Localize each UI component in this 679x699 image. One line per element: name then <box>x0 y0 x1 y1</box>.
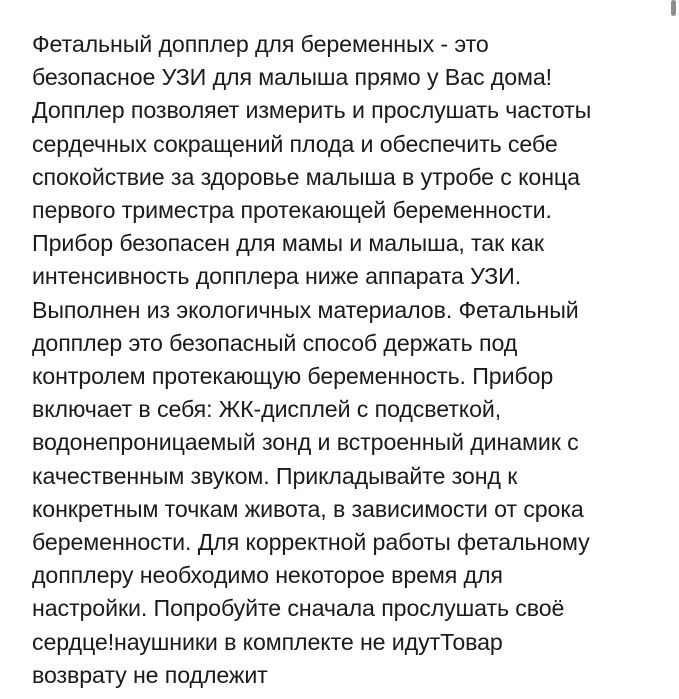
description-line: возврату не подлежит <box>32 661 268 688</box>
description-line: безопасное УЗИ для малыша прямо у Вас дома! <box>32 64 552 91</box>
description-line: допплеру необходимо некоторое время для <box>32 562 503 589</box>
description-line: конкретным точкам живота, в зависимости от срока <box>32 495 584 522</box>
description-line: включает в себя: ЖК-дисплей с подсветкой, <box>32 396 502 423</box>
scrollbar[interactable] <box>671 0 676 16</box>
description-line: Допплер позволяет измерить и прослушать частоты <box>32 97 592 124</box>
description-line: сердечных сокращений плода и обеспечить себе <box>32 130 558 157</box>
description-line: спокойствие за здоровье малыша в утробе с конца <box>32 163 580 190</box>
description-line: интенсивность допплера ниже аппарата УЗИ. <box>32 263 522 290</box>
description-line: Выполнен из экологичных материалов. Фетальный <box>32 296 579 323</box>
description-line: беременности. Для корректной работы фетальному <box>32 529 590 556</box>
description-line: первого триместра протекающей беременности. <box>32 197 552 224</box>
description-line: водонепроницаемый зонд и встроенный динамик с <box>32 429 579 456</box>
description-line: контролем протекающую беременность. Прибор <box>32 363 554 390</box>
description-line: Фетальный допплер для беременных - это <box>32 31 489 57</box>
description-line: допплер это безопасный способ держать под <box>32 329 518 356</box>
description-line: сердце!наушники в комплекте не идутТовар <box>32 628 503 655</box>
description-line: настройки. Попробуйте сначала прослушать своё <box>32 595 565 622</box>
description-line: качественным звуком. Прикладывайте зонд к <box>32 462 518 489</box>
description-line: Прибор безопасен для мамы и малыша, так как <box>32 230 544 257</box>
product-description <box>32 28 664 692</box>
